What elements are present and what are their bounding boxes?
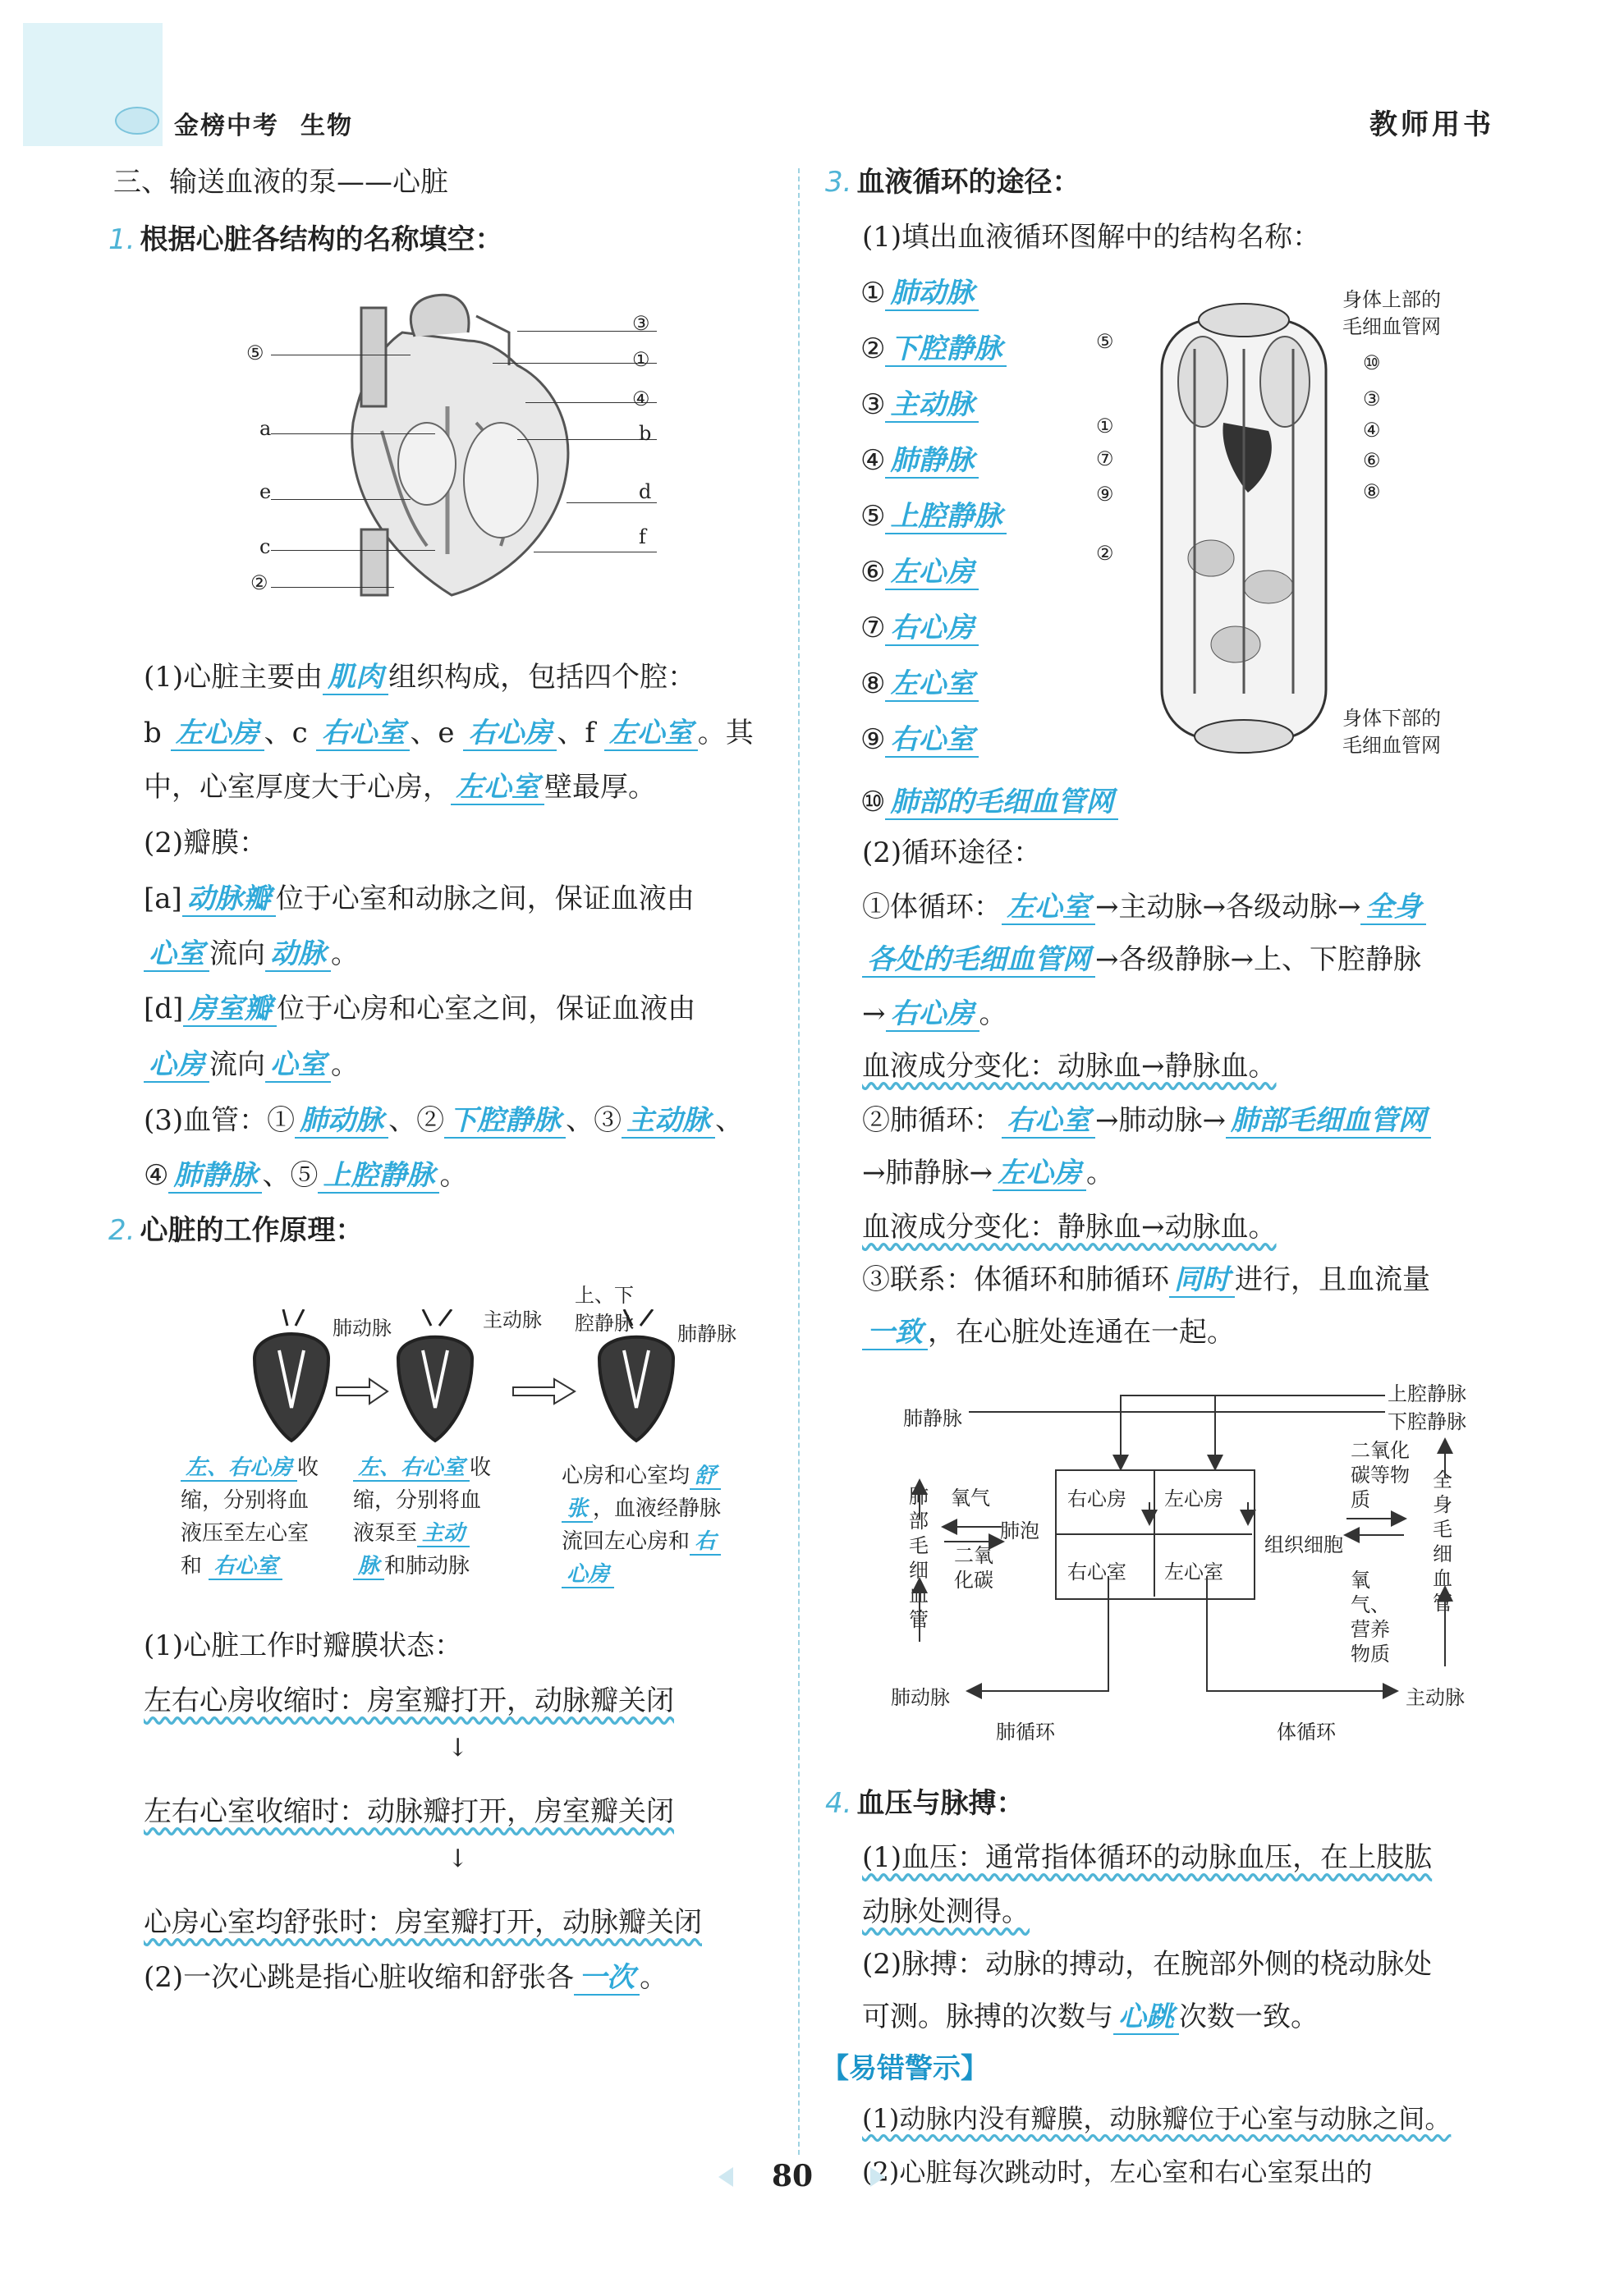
q3-number: 3. [825, 166, 852, 199]
answer-blank: 左心室 [604, 717, 698, 751]
heart-label-d: d [639, 480, 652, 503]
answer-blank: 心跳 [1113, 2000, 1179, 2035]
answer-blank: 左心室 [885, 667, 979, 702]
q3-item-number: ⑩ [860, 786, 886, 818]
flow-body-capillaries: 全身毛细血管 [1433, 1469, 1452, 1615]
answer-blank: 下腔静脉 [885, 332, 1007, 367]
arrow-down-icon: ↓ [447, 1845, 469, 1873]
q3-item-number: ④ [860, 444, 886, 477]
fig-label-aorta: 主动脉 [483, 1308, 542, 1331]
answer-blank: 主动脉 [622, 1104, 715, 1139]
q3-item-number: ⑥ [860, 556, 886, 589]
flow-arrows [887, 1387, 1470, 1716]
q1-p1-line1: (1)心脏主要由 肌肉 组织构成，包括四个腔： [144, 661, 696, 694]
q3-item [860, 388, 979, 421]
q1-p3-line2: ④ 肺静脉 、⑤ 上腔静脉 。 [144, 1159, 468, 1192]
warning-heading: 【易错警示】 [821, 2052, 989, 2085]
flow-left-atrium: 左心房 [1164, 1487, 1223, 1510]
leader-line [271, 499, 411, 500]
brand-name: 金榜中考 [174, 112, 279, 140]
caption-relaxation: 心房和心室均 舒 张 ，血液经静脉 流回左心房和 右 心房 [562, 1464, 722, 1587]
pulmonary-line1: ②肺循环： 右心室 →肺动脉→ 肺部毛细血管网 [862, 1107, 1431, 1134]
fig-label-upper-cap-2: 毛细血管网 [1342, 315, 1441, 338]
q1-p2d-line2: 心房 流向 心室 。 [144, 1051, 359, 1079]
fig-label-10: ⑩ [1363, 351, 1381, 374]
q3-item-number: ② [860, 332, 886, 365]
q3-item [860, 444, 979, 477]
header-brand [174, 105, 374, 141]
q4-pulse-line2: 可测。脉搏的次数与 心跳 次数一致。 [862, 2000, 1319, 2033]
answer-blank: 右心室 [316, 717, 410, 751]
q1-title: 根据心脏各结构的名称填空： [140, 223, 503, 256]
q2-heading [108, 1214, 364, 1247]
q2-title: 心脏的工作原理： [140, 1214, 364, 1247]
answer-blank: 同时 [1169, 1263, 1235, 1298]
next-page-icon [870, 2167, 885, 2187]
q4-number: 4. [825, 1787, 852, 1820]
pulmonary-line2: →肺静脉→ 左心房 。 [862, 1157, 1114, 1189]
answer-blank: 下腔静脉 [444, 1104, 566, 1139]
q1-p1-line2: b 左心房 、c 右心室 、e 右心房 、f 左心室 。其 [144, 717, 754, 749]
leader-line [271, 550, 435, 551]
flow-oxygen-nutrients: 氧气、营养物质 [1351, 1569, 1390, 1666]
heart-label-4: ④ [632, 387, 650, 410]
q3-item-number: ⑧ [860, 667, 886, 700]
q1-number: 1. [108, 223, 135, 256]
heart-label-f: f [639, 525, 646, 548]
caption-atria-contract: 左、右心房 收 缩，分别将血 液压至左心室 和 右心室 [181, 1455, 319, 1579]
fig-label-lower-cap-1: 身体下部的 [1342, 707, 1441, 730]
flow-pulmonary-circulation: 肺循环 [996, 1721, 1055, 1744]
q1-p1-line3: 中，心室厚度大于心房， 左心室 壁最厚。 [144, 771, 656, 804]
answer-blank: 右心房 [463, 717, 557, 751]
q3-item [860, 500, 1007, 533]
answer-blank: 右心室 [1002, 1104, 1095, 1139]
heart-label-e: e [259, 480, 272, 503]
arrow-down-icon: ↓ [447, 1734, 469, 1762]
answer-blank: 主动脉 [885, 388, 979, 423]
fig-label-9: ⑨ [1096, 483, 1114, 506]
answer-blank: 肺静脉 [168, 1159, 262, 1194]
pulmonary-change: 血液成分变化：静脉血→动脉血。 [862, 1211, 1277, 1244]
answer-blank: 左心房 [885, 556, 979, 590]
answer-blank: 肺静脉 [885, 444, 979, 479]
answer-blank: 一致 [862, 1316, 928, 1350]
warning-item-1: (1)动脉内没有瓣膜，动脉瓣位于心室与动脉之间。 [862, 2103, 1452, 2134]
flow-pulmonary-vein: 肺静脉 [903, 1407, 962, 1430]
leader-line [517, 439, 657, 440]
flow-right-ventricle: 右心室 [1067, 1560, 1126, 1583]
teacher-book-label: 教师用书 [1369, 108, 1494, 141]
answer-blank: 左心室 [451, 771, 544, 805]
q3-item-number: ③ [860, 388, 886, 421]
q4-bp-line1: (1)血压：通常指体循环的动脉血压，在上肢肱 [862, 1841, 1433, 1874]
answer-blank: 肺动脉 [885, 277, 979, 311]
fig-label-4: ④ [1363, 419, 1381, 442]
q1-p2a-line1: [a] 动脉瓣 位于心室和动脉之间，保证血液由 [144, 882, 695, 915]
fig-label-7: ⑦ [1096, 447, 1114, 470]
answer-blank: 左心室 [1002, 891, 1095, 925]
answer-blank: 右心房 [886, 997, 979, 1032]
flow-left-ventricle: 左心室 [1164, 1560, 1223, 1583]
q3-item-number: ⑤ [860, 500, 886, 533]
q3-heading [825, 166, 1080, 199]
fig-label-vena-cava-2: 腔静脉 [575, 1312, 634, 1335]
fig-label-pulmonary-artery: 肺动脉 [333, 1317, 392, 1340]
link-line2: 一致 ，在心脏处连通在一起。 [862, 1318, 1235, 1346]
q3-item [860, 723, 979, 756]
q1-heading [108, 223, 503, 256]
fig-label-5: ⑤ [1096, 330, 1114, 353]
page-number: 80 [772, 2159, 814, 2193]
systemic-line2: 各处的毛细血管网 →各级静脉→上、下腔静脉 [862, 946, 1421, 974]
q3-s1: (1)填出血液循环图解中的结构名称： [862, 221, 1321, 254]
heart-label-5: ⑤ [246, 341, 264, 364]
q2-s2: (2)一次心跳是指心脏收缩和舒张各 一次 。 [144, 1961, 668, 1994]
flow-inferior-vena-cava: 下腔静脉 [1388, 1410, 1466, 1433]
answer-blank: 上腔静脉 [885, 500, 1007, 534]
flow-tissue-cells: 组织细胞 [1264, 1533, 1343, 1556]
fig-label-vena-cava-1: 上、下 [575, 1284, 634, 1307]
answer-blank: 肺部的毛细血管网 [885, 786, 1118, 820]
section-title: 三、输送血液的泵——心脏 [113, 166, 448, 199]
answer-blank: 肺部毛细血管网 [1226, 1104, 1431, 1139]
flow-pulmonary-artery: 肺动脉 [891, 1686, 950, 1709]
q4-bp-line2: 动脉处测得。 [862, 1895, 1030, 1928]
flow-superior-vena-cava: 上腔静脉 [1388, 1382, 1466, 1405]
answer-blank: 左心房 [993, 1157, 1086, 1191]
answer-blank: 右心房 [885, 612, 979, 646]
leader-line [271, 433, 435, 434]
fig-label-1: ① [1096, 415, 1114, 438]
flow-co2: 二氧化碳 [954, 1544, 993, 1592]
q1-p2-title: (2)瓣膜： [144, 827, 268, 859]
fig-label-upper-cap-1: 身体上部的 [1342, 288, 1441, 311]
answer-blank: 心室 [265, 1048, 331, 1083]
flow-oxygen: 氧气 [951, 1487, 990, 1510]
q1-p2a-line2: 心室 流向 动脉 。 [144, 940, 359, 968]
heart-label-b: b [639, 422, 652, 445]
q3-item [860, 614, 979, 642]
heart-label-1: ① [632, 348, 650, 371]
blood-circulation-figure [1145, 300, 1342, 759]
q2-s1: (1)心脏工作时瓣膜状态： [144, 1629, 463, 1662]
fig-label-6: ⑥ [1363, 449, 1381, 472]
systemic-line1: ①体循环： 左心室 →主动脉→各级动脉→ 全身 [862, 893, 1426, 921]
fig-label-lower-cap-2: 毛细血管网 [1342, 734, 1441, 757]
leader-line [271, 587, 394, 588]
flow-aorta: 主动脉 [1406, 1686, 1465, 1709]
q2-number: 2. [108, 1214, 135, 1247]
q4-title: 血压与脉搏： [856, 1787, 1025, 1820]
q2-s1a: 左右心房收缩时：房室瓣打开，动脉瓣关闭 [144, 1684, 674, 1717]
heart-label-c: c [259, 535, 271, 558]
caption-ventricles-contract: 左、右心室 收 缩，分别将血 液泵至 主动 脉 和肺动脉 [353, 1455, 492, 1579]
fig-label-pulmonary-vein: 肺静脉 [677, 1322, 736, 1345]
answer-blank: 房室瓣 [183, 992, 277, 1027]
fig-label-3: ③ [1363, 387, 1381, 410]
brand-logo-icon [115, 107, 159, 135]
q4-pulse-line1: (2)脉搏：动脉的搏动，在腕部外侧的桡动脉处 [862, 1948, 1433, 1981]
answer-blank: 一次 [574, 1961, 640, 1996]
flow-systemic-circulation: 体循环 [1277, 1721, 1336, 1744]
q3-item-number: ⑨ [860, 723, 886, 756]
q2-s1c: 心房心室均舒张时：房室瓣打开，动脉瓣关闭 [144, 1906, 702, 1939]
answer-blank: 全身 [1360, 891, 1426, 925]
answer-blank: 心室 [144, 937, 209, 972]
heart-label-3: ③ [632, 312, 650, 335]
systemic-line3: → 右心房 。 [862, 997, 1007, 1030]
q3-title: 血液循环的途径： [856, 166, 1080, 199]
q3-item [860, 332, 1007, 365]
column-divider [798, 168, 800, 2155]
answer-blank: 各处的毛细血管网 [862, 943, 1095, 978]
systemic-change: 血液成分变化：动脉血→静脉血。 [862, 1050, 1277, 1083]
answer-blank: 肌肉 [323, 661, 388, 695]
answer-blank: 左心房 [171, 717, 264, 751]
q4-heading [825, 1787, 1025, 1820]
flow-pulmonary-capillaries: 肺部毛细血管 [909, 1485, 929, 1631]
prev-page-icon [718, 2167, 733, 2187]
answer-blank: 动脉 [265, 937, 331, 972]
flow-co2-substances: 二氧化碳等物质 [1351, 1439, 1410, 1511]
heart-diagram [238, 283, 665, 612]
answer-blank: 右心室 [885, 723, 979, 758]
answer-blank: 肺动脉 [295, 1104, 388, 1139]
answer-blank: 上腔静脉 [318, 1159, 439, 1194]
warning-item-2: (2)心脏每次跳动时，左心室和右心室泵出的 [862, 2156, 1373, 2188]
q2-s1b: 左右心室收缩时：动脉瓣打开，房室瓣关闭 [144, 1795, 674, 1828]
answer-blank: 动脉瓣 [182, 882, 276, 917]
flow-alveoli: 肺泡 [1000, 1519, 1039, 1542]
heart-label-a: a [259, 417, 272, 440]
link-line1: ③联系：体循环和肺循环 同时 进行，且血流量 [862, 1263, 1430, 1296]
subject-name: 生物 [300, 112, 353, 140]
fig-label-2: ② [1096, 542, 1114, 565]
q3-item [860, 279, 979, 307]
q3-s2: (2)循环途径： [862, 836, 1042, 869]
q3-item [860, 667, 979, 700]
q3-item [860, 556, 979, 589]
q3-item-number: ① [860, 277, 886, 309]
fig-label-8: ⑧ [1363, 480, 1381, 503]
flow-right-atrium: 右心房 [1067, 1487, 1126, 1510]
q1-p2d-line1: [d] 房室瓣 位于心房和心室之间，保证血液由 [144, 992, 696, 1025]
q1-p3-line1: (3)血管：① 肺动脉 、② 下腔静脉 、③ 主动脉 、 [144, 1104, 744, 1137]
heart-label-2: ② [250, 571, 268, 594]
q3-item-number: ⑦ [860, 612, 886, 644]
q3-item [860, 788, 1118, 816]
answer-blank: 心房 [144, 1048, 209, 1083]
